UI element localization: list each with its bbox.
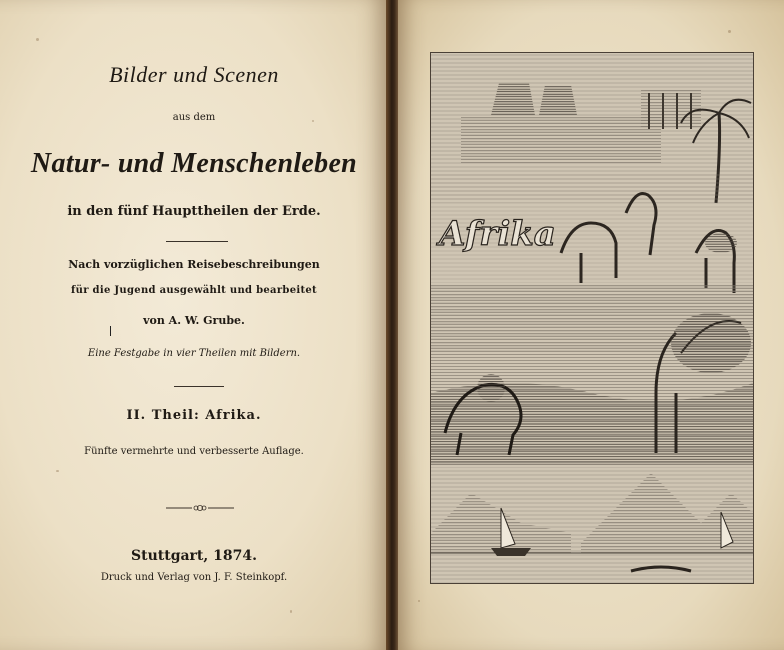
title-line-2: aus dem: [172, 112, 216, 123]
title-line-4: in den fünf Haupttheilen der Erde.: [67, 204, 321, 219]
divider-rule: [174, 386, 224, 387]
title-line-8: Eine Festgabe in vier Theilen mit Bildern.: [87, 348, 301, 359]
edition-line: Fünfte vermehrte und verbesserte Auflage.: [84, 446, 304, 457]
paper-speck: [36, 38, 39, 41]
title-line-6: für die Jugend ausgewählt und bearbeitet: [71, 285, 317, 296]
harbour-scene: [431, 467, 753, 583]
part-heading: II. Theil: Afrika.: [126, 408, 262, 423]
divider-rule: [166, 241, 228, 242]
ornament-rule: [166, 504, 234, 512]
title-line-1: Bilder und Scenen: [109, 62, 279, 87]
place-year: Stuttgart, 1874.: [131, 548, 257, 564]
title-line-3: Natur- und Menschenleben: [30, 148, 358, 179]
frontispiece-engraving: [431, 53, 753, 583]
author-line: von A. W. Grube.: [143, 314, 245, 327]
paper-speck: [56, 470, 59, 472]
paper-speck: [418, 600, 420, 602]
paper-speck: [728, 30, 731, 33]
publisher-line: Druck und Verlag von J. F. Steinkopf.: [100, 572, 288, 583]
paper-speck: [290, 610, 292, 613]
ink-mark: [110, 326, 111, 336]
title-line-5: Nach vorzüglichen Reisebeschreibungen: [68, 258, 320, 271]
engraving-plate: [430, 52, 754, 584]
savanna-scene: [431, 285, 753, 465]
plate-caption: Afrika: [439, 214, 556, 254]
